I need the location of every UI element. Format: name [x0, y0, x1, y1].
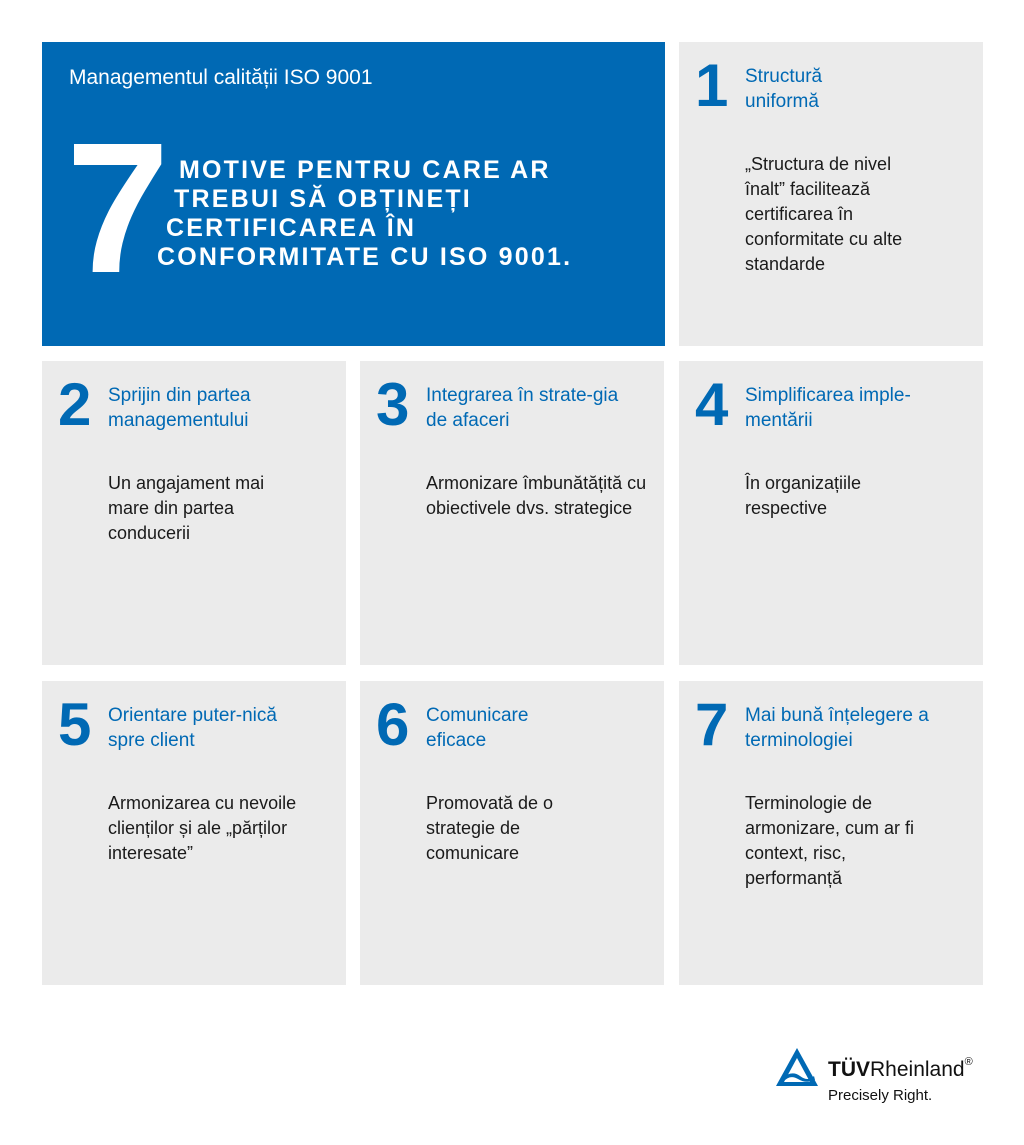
hero-title-line: CERTIFICAREA ÎN: [166, 214, 417, 242]
card-number: 5: [58, 691, 90, 758]
hero-subtitle: Managementul calității ISO 9001: [69, 66, 373, 89]
logo-brand-rest: Rheinland: [870, 1058, 965, 1081]
card-description: În organizațiile respective: [745, 473, 862, 518]
hero-title-line: TREBUI SĂ OBȚINEȚI: [174, 185, 472, 213]
card-title: Orientare puter-nică spre client: [108, 705, 277, 751]
logo-brand: [828, 1058, 973, 1082]
card-description: Promovată de o strategie de comunicare: [426, 793, 554, 863]
hero-number: 7: [66, 105, 166, 312]
hero-panel: [42, 42, 665, 346]
logo-brand-bold: TÜV: [828, 1058, 870, 1081]
card-title: Simplificarea imple-mentării: [745, 385, 911, 431]
card-title: Structură uniformă: [745, 66, 823, 112]
card-description: „Structura de nivel înalt” facilitează certificarea în conformitate cu alte standarde: [745, 154, 903, 274]
tuv-triangle-logo-icon: [774, 1046, 820, 1088]
card-title: Integrarea în strate-gia de afaceri: [426, 385, 619, 431]
logo-tagline: Precisely Right.: [828, 1087, 933, 1104]
card-number: 4: [695, 371, 727, 438]
card-title: Mai bună înțelegere a terminologiei: [745, 705, 929, 751]
tuv-rheinland-logo: [774, 1046, 1004, 1108]
card-description: Un angajament mai mare din partea conducerii: [108, 473, 265, 543]
reason-card-7: [679, 681, 983, 985]
card-number: 6: [376, 691, 408, 758]
hero-title-line: MOTIVE PENTRU CARE AR: [179, 156, 551, 184]
card-description: Armonizarea cu nevoile clienților și ale „părților interesate”: [108, 793, 297, 863]
hero-title: [157, 156, 572, 272]
reason-card-2: [42, 361, 346, 665]
reason-card-4: [679, 361, 983, 665]
card-title: Comunicare eficace: [426, 705, 529, 751]
card-number: 1: [695, 52, 727, 119]
reason-card-3: [360, 361, 664, 665]
card-number: 7: [695, 691, 727, 758]
registered-mark: ®: [964, 1056, 973, 1068]
card-number: 3: [376, 371, 408, 438]
card-description: Armonizare îmbunătățită cu obiectivele dvs. strategice: [426, 473, 647, 518]
card-title: Sprijin din partea managementului: [108, 385, 251, 431]
reason-card-5: [42, 681, 346, 985]
reason-card-1: [679, 42, 983, 346]
reason-card-6: [360, 681, 664, 985]
card-number: 2: [58, 371, 90, 438]
hero-title-line: CONFORMITATE CU ISO 9001.: [157, 243, 573, 271]
card-description: Terminologie de armonizare, cum ar fi context, risc, performanță: [745, 793, 915, 888]
